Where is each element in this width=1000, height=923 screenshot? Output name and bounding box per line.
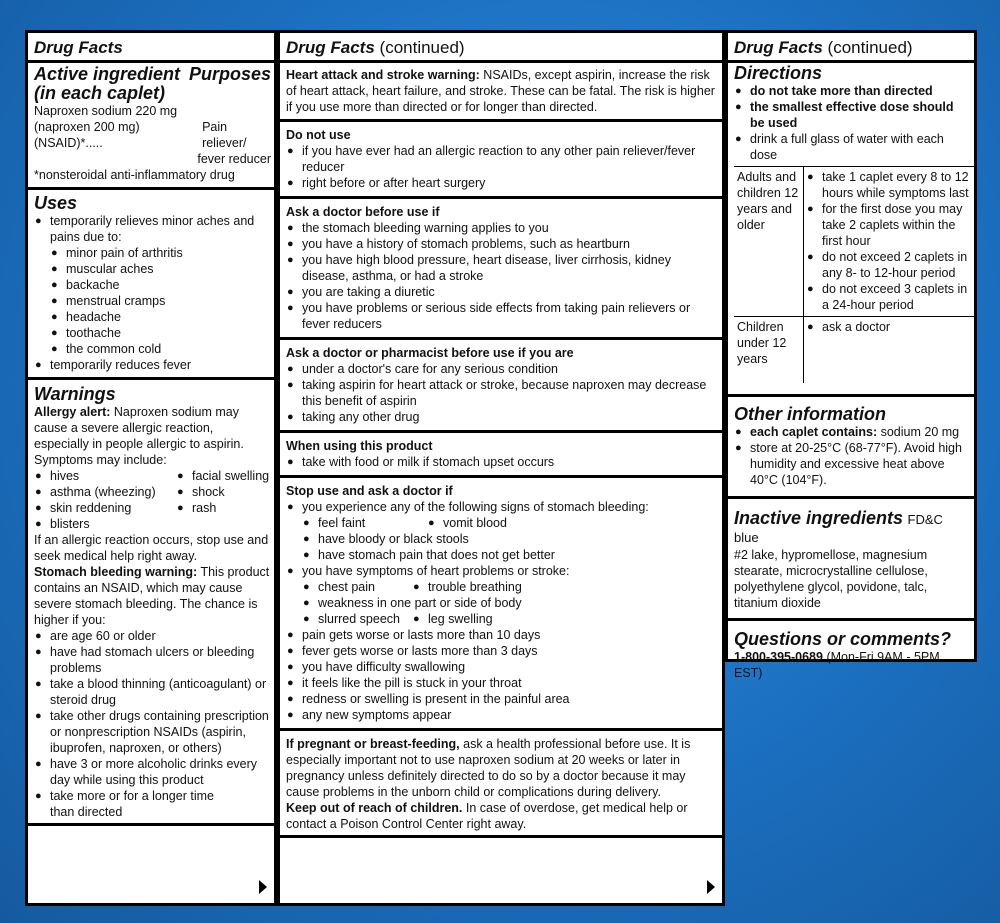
- ask-pharmacist-section: [280, 340, 722, 433]
- drug-facts-panel-2: [277, 30, 725, 906]
- stop-use-item: ● you experience any of the following signs of stomach bleeding:: [286, 499, 719, 515]
- phone-number[interactable]: 1-800-395-0689: [734, 650, 823, 664]
- panel1-header: [28, 33, 274, 63]
- stop-use-sub-item: ● have stomach pain that does not get better: [286, 547, 719, 563]
- stop-use-item: ● any new symptoms appear: [286, 707, 719, 723]
- inactive-ingredients-text-2: #2 lake, hypromellose, magnesium stearate, microcrystalline cellulose, polyethylene glycol, povidone, talc, titanium dioxide: [734, 548, 928, 610]
- directions-item: ● the smallest effective dose should be used: [734, 99, 971, 131]
- bleeding-risk-item: ● are age 60 or older: [34, 628, 271, 644]
- active-ingredient-subtitle: (in each caplet): [34, 83, 166, 103]
- stop-use-item: ● you have difficulty swallowing: [286, 659, 719, 675]
- directions-row-children: [734, 316, 974, 383]
- stop-use-item: ● you have symptoms of heart problems or stroke:: [286, 563, 719, 579]
- uses-sub-item: ● headache: [34, 309, 271, 325]
- pregnancy-label: If pregnant or breast-feeding,: [286, 737, 460, 751]
- heart-attack-text: NSAIDs, except aspirin, increase the risk of heart attack, heart failure, and stroke. These can be fatal. The risk is higher if you use more than directed or for longer than directed.: [286, 68, 715, 114]
- panel-title: Drug Facts: [34, 38, 123, 57]
- bleeding-risk-item: ● have 3 or more alcoholic drinks every day while using this product: [34, 756, 271, 788]
- stop-use-sub-item: ● slurred speech: [302, 611, 412, 627]
- directions-dose-item: ● ask a doctor: [806, 319, 971, 335]
- stomach-bleeding-text: This product contains an NSAID, which may cause severe stomach bleeding. The chance is higher if you:: [34, 565, 270, 627]
- do-not-use-item: ● if you have ever had an allergic reaction to any other pain reliever/fever reducer: [286, 143, 719, 175]
- ask-doctor-item: ● you have a history of stomach problems, such as heartburn: [286, 236, 719, 252]
- caplet-contains-text: sodium 20 mg: [877, 425, 960, 439]
- other-info-title: Other information: [734, 404, 886, 424]
- stop-use-sub-item: ● vomit blood: [427, 515, 719, 531]
- uses-sub-item: ● toothache: [34, 325, 271, 341]
- phone-hours: (Mon-Fri 9AM - 5PM EST): [734, 650, 940, 680]
- ask-pharmacist-item: ● taking aspirin for heart attack or stroke, because naproxen may decrease this benefit of aspirin: [286, 377, 719, 409]
- allergy-after-text: If an allergic reaction occurs, stop use and seek medical help right away.: [34, 533, 269, 563]
- directions-row-label: Adults and children 12 years and older: [734, 167, 804, 316]
- ingredient-line: Naproxen sodium 220 mg: [34, 104, 178, 118]
- directions-dose-item: ● do not exceed 2 caplets in any 8- to 12-hour period: [806, 249, 971, 281]
- warnings-section: [28, 380, 274, 826]
- uses-item: ● temporarily reduces fever: [34, 357, 271, 373]
- uses-section: [28, 190, 274, 380]
- uses-item: ● temporarily relieves minor aches and pains due to:: [34, 213, 271, 245]
- stop-use-item: ● pain gets worse or lasts more than 10 days: [286, 627, 719, 643]
- uses-sub-item: ● muscular aches: [34, 261, 271, 277]
- uses-sub-item: ● backache: [34, 277, 271, 293]
- inactive-ingredients-section: [728, 499, 974, 621]
- ask-pharmacist-title: Ask a doctor or pharmacist before use if you are: [286, 346, 574, 360]
- allergy-alert-text: Naproxen sodium may cause a severe allergic reaction, especially in people allergic to aspirin. Symptoms may include:: [34, 405, 244, 467]
- when-using-section: [280, 433, 722, 478]
- symptom: ● hives: [34, 468, 176, 484]
- stop-use-sub-item: ● trouble breathing: [412, 579, 719, 595]
- inactive-ingredients-text-1: FD&C blue: [734, 512, 943, 545]
- purposes-title: Purposes: [188, 64, 271, 84]
- uses-title: Uses: [34, 193, 78, 213]
- questions-title: Questions or comments?: [734, 629, 952, 649]
- bleeding-risk-item: ● have had stomach ulcers or bleeding problems: [34, 644, 271, 676]
- active-ingredient-title: Active ingredient: [34, 64, 181, 84]
- ask-doctor-item: ● you have high blood pressure, heart disease, liver cirrhosis, kidney disease, asthma, or had a stroke: [286, 252, 719, 284]
- when-using-item: ● take with food or milk if stomach upset occurs: [286, 454, 719, 470]
- symptom: ● skin reddening: [34, 500, 176, 516]
- inactive-ingredients-title: Inactive ingredients: [734, 508, 904, 528]
- stop-use-sub-item: ● leg swelling: [412, 611, 719, 627]
- do-not-use-item: ● right before or after heart surgery: [286, 175, 719, 191]
- purpose-line-1: Pain reliever/: [202, 120, 247, 150]
- bleeding-risk-item: ● take more or for a longer time than directed: [34, 788, 271, 820]
- directions-item: ● do not take more than directed: [734, 83, 971, 99]
- stop-use-section: [280, 478, 722, 731]
- ask-pharmacist-item: ● under a doctor's care for any serious condition: [286, 361, 719, 377]
- directions-row-label: Children under 12 years: [734, 317, 804, 383]
- warnings-title: Warnings: [34, 384, 116, 404]
- do-not-use-section: [280, 122, 722, 199]
- heart-attack-warning-section: [280, 63, 722, 122]
- allergy-alert-label: Allergy alert:: [34, 405, 111, 419]
- ingredient-line-2: (naproxen 200 mg) (NSAID)*.....: [34, 120, 140, 150]
- symptom: ● rash: [176, 500, 271, 516]
- stop-use-item: ● it feels like the pill is stuck in your throat: [286, 675, 719, 691]
- panel-title: Drug Facts: [286, 38, 375, 57]
- drug-facts-panel-3b: [725, 394, 977, 680]
- ask-doctor-title: Ask a doctor before use if: [286, 205, 440, 219]
- bleeding-risk-item: ● take other drugs containing prescription or nonprescription NSAIDs (aspirin, ibuprofen, naproxen, or others): [34, 708, 271, 756]
- when-using-title: When using this product: [286, 439, 433, 453]
- uses-sub-item: ● menstrual cramps: [34, 293, 271, 309]
- nsaid-footnote: *nonsteroidal anti-inflammatory drug: [34, 168, 235, 182]
- panel-title-continued: (continued): [379, 38, 465, 57]
- heart-attack-label: Heart attack and stroke warning:: [286, 68, 480, 82]
- stop-use-sub-item: ● chest pain: [302, 579, 412, 595]
- directions-dose-item: ● take 1 caplet every 8 to 12 hours while symptoms last: [806, 169, 971, 201]
- drug-facts-panel-1: [25, 30, 277, 906]
- uses-sub-item: ● minor pain of arthritis: [34, 245, 271, 261]
- directions-row-adults: [734, 166, 974, 316]
- drug-facts-panel-3: [725, 30, 977, 397]
- stop-use-sub-item: ● weakness in one part or side of body: [286, 595, 719, 611]
- symptom: ● asthma (wheezing): [34, 484, 176, 500]
- keep-out-reach-text: In case of overdose, get medical help or contact a Poison Control Center right away.: [286, 801, 688, 831]
- ask-doctor-item: ● you are taking a diuretic: [286, 284, 719, 300]
- bleeding-risk-item: ● take a blood thinning (anticoagulant) or steroid drug: [34, 676, 271, 708]
- questions-section: [728, 621, 974, 684]
- stop-use-item: ● redness or swelling is present in the painful area: [286, 691, 719, 707]
- symptom: ● blisters: [34, 516, 271, 532]
- panel2-header: [280, 33, 722, 63]
- panel3-header: [728, 33, 974, 63]
- directions-title: Directions: [734, 63, 823, 83]
- symptom: ● shock: [176, 484, 271, 500]
- uses-sub-item: ● the common cold: [34, 341, 271, 357]
- panel-title-continued: (continued): [827, 38, 913, 57]
- do-not-use-title: Do not use: [286, 128, 351, 142]
- caplet-contains-label: each caplet contains:: [750, 425, 878, 439]
- active-ingredient-section: [28, 63, 274, 190]
- ask-doctor-section: [280, 199, 722, 340]
- continue-arrow-icon: [707, 880, 715, 894]
- directions-dose-item: ● do not exceed 3 caplets in a 24-hour period: [806, 281, 971, 313]
- stop-use-sub-item: ● have bloody or black stools: [286, 531, 719, 547]
- symptom: ● facial swelling: [176, 468, 271, 484]
- stomach-bleeding-label: Stomach bleeding warning:: [34, 565, 198, 579]
- pregnancy-section: [280, 731, 722, 838]
- directions-dose-item: ● for the first dose you may take 2 caplets within the first hour: [806, 201, 971, 249]
- stop-use-title: Stop use and ask a doctor if: [286, 484, 453, 498]
- directions-section: [728, 63, 974, 383]
- continue-arrow-icon: [259, 880, 267, 894]
- stop-use-sub-item: ● feel faint: [302, 515, 427, 531]
- pregnancy-text: ask a health professional before use. It is especially important not to use naproxen sodium at 20 weeks or later in pregnancy unless definitely directed to do so by a doctor because it may cause problems in the unborn child or complications during delivery.: [286, 737, 691, 799]
- directions-item: ● drink a full glass of water with each dose: [734, 131, 971, 163]
- ask-doctor-item: ● you have problems or serious side effects from taking pain relievers or fever reducers: [286, 300, 719, 332]
- ask-pharmacist-item: ● taking any other drug: [286, 409, 719, 425]
- ask-doctor-item: ● the stomach bleeding warning applies to you: [286, 220, 719, 236]
- panel-title: Drug Facts: [734, 38, 823, 57]
- purpose-line-2: fever reducer: [197, 152, 271, 166]
- other-info-section: [728, 397, 974, 499]
- stop-use-item: ● fever gets worse or lasts more than 3 days: [286, 643, 719, 659]
- keep-out-reach-label: Keep out of reach of children.: [286, 801, 463, 815]
- storage-item: ● store at 20-25°C (68-77°F). Avoid high humidity and excessive heat above 40°C (104°F).: [734, 440, 971, 488]
